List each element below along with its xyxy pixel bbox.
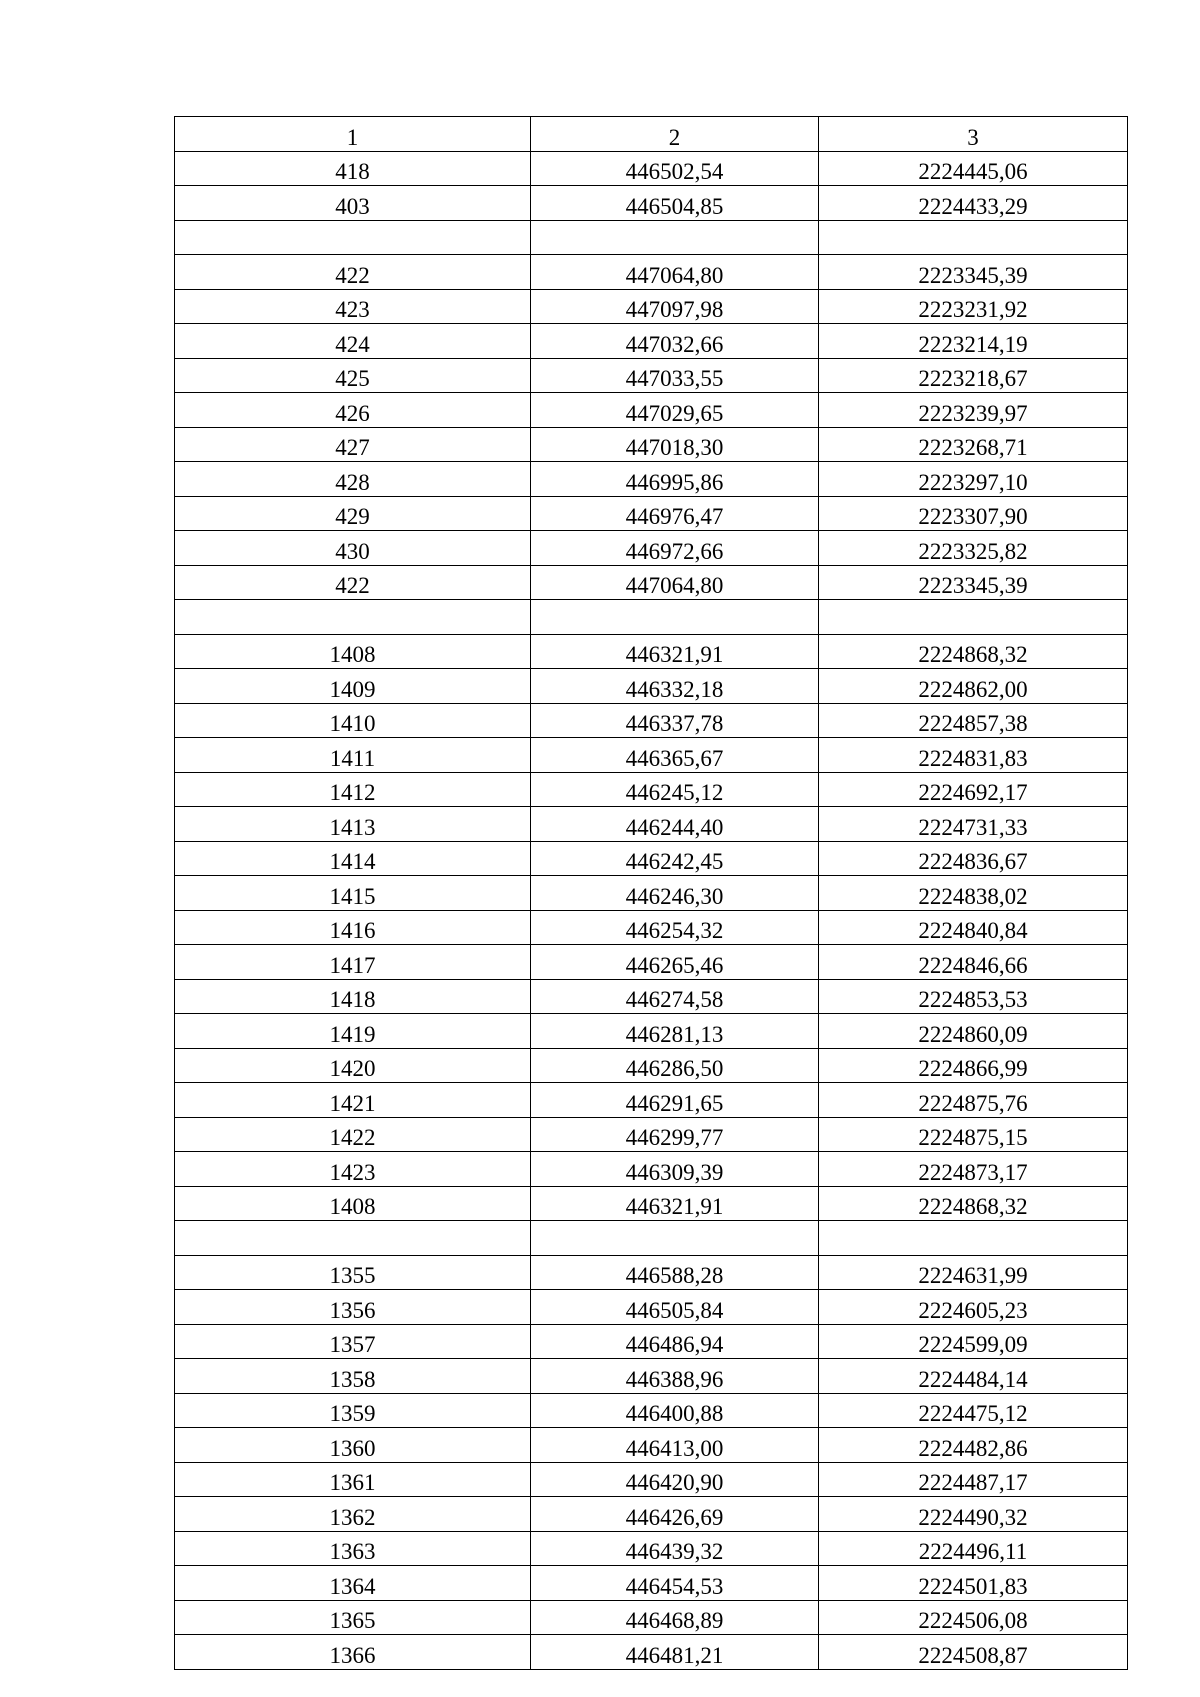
point-number-cell: 422 [175, 255, 531, 290]
y-coordinate-cell: 2223218,67 [819, 358, 1128, 393]
table-row [175, 841, 1128, 876]
table-row [175, 1359, 1128, 1394]
point-number-cell [175, 1221, 531, 1256]
y-coordinate-cell: 2223268,71 [819, 427, 1128, 462]
y-coordinate-cell [819, 600, 1128, 635]
table-row [175, 669, 1128, 704]
x-coordinate-cell: 446265,46 [531, 945, 819, 980]
y-coordinate-cell: 2224868,32 [819, 1186, 1128, 1221]
y-coordinate-cell: 2224508,87 [819, 1635, 1128, 1670]
table-row [175, 531, 1128, 566]
table-row [175, 151, 1128, 186]
point-number-cell: 1417 [175, 945, 531, 980]
point-number-cell: 1413 [175, 807, 531, 842]
point-number-cell: 427 [175, 427, 531, 462]
x-coordinate-cell: 446246,30 [531, 876, 819, 911]
x-coordinate-cell: 447064,80 [531, 565, 819, 600]
table-row [175, 1083, 1128, 1118]
point-number-cell: 1358 [175, 1359, 531, 1394]
table-separator-row [175, 220, 1128, 255]
table-row [175, 565, 1128, 600]
point-number-cell: 1421 [175, 1083, 531, 1118]
x-coordinate-cell: 446426,69 [531, 1497, 819, 1532]
point-number-cell: 1356 [175, 1290, 531, 1325]
x-coordinate-cell: 447032,66 [531, 324, 819, 359]
point-number-cell: 1360 [175, 1428, 531, 1463]
point-number-cell: 423 [175, 289, 531, 324]
table-row [175, 1497, 1128, 1532]
table-row [175, 255, 1128, 290]
coordinates-table [174, 116, 1128, 1670]
table-row [175, 1600, 1128, 1635]
point-number-cell [175, 600, 531, 635]
table-row [175, 1462, 1128, 1497]
x-coordinate-cell: 447064,80 [531, 255, 819, 290]
table-row [175, 393, 1128, 428]
table-row [175, 1324, 1128, 1359]
x-coordinate-cell [531, 1221, 819, 1256]
y-coordinate-cell: 2224692,17 [819, 772, 1128, 807]
table-row [175, 1048, 1128, 1083]
x-coordinate-cell: 446486,94 [531, 1324, 819, 1359]
x-coordinate-cell: 446291,65 [531, 1083, 819, 1118]
point-number-cell: 1415 [175, 876, 531, 911]
table-row [175, 358, 1128, 393]
y-coordinate-cell: 2224475,12 [819, 1393, 1128, 1428]
table-row [175, 1531, 1128, 1566]
y-coordinate-cell: 2224496,11 [819, 1531, 1128, 1566]
point-number-cell: 403 [175, 186, 531, 221]
point-number-cell: 1422 [175, 1117, 531, 1152]
point-number-cell [175, 220, 531, 255]
y-coordinate-cell: 2223345,39 [819, 255, 1128, 290]
table-row [175, 1635, 1128, 1670]
table-row [175, 427, 1128, 462]
point-number-cell: 425 [175, 358, 531, 393]
x-coordinate-cell: 446299,77 [531, 1117, 819, 1152]
coordinates-table-body [175, 117, 1128, 1670]
x-coordinate-cell: 446365,67 [531, 738, 819, 773]
y-coordinate-cell: 2224831,83 [819, 738, 1128, 773]
point-number-cell: 1420 [175, 1048, 531, 1083]
table-row [175, 703, 1128, 738]
point-number-cell: 424 [175, 324, 531, 359]
point-number-cell: 1409 [175, 669, 531, 704]
header-cell-x-coordinate: 2 [531, 117, 819, 152]
y-coordinate-cell: 2224853,53 [819, 979, 1128, 1014]
table-row [175, 1290, 1128, 1325]
y-coordinate-cell: 2224631,99 [819, 1255, 1128, 1290]
x-coordinate-cell: 447029,65 [531, 393, 819, 428]
y-coordinate-cell: 2224487,17 [819, 1462, 1128, 1497]
y-coordinate-cell: 2224875,76 [819, 1083, 1128, 1118]
table-separator-row [175, 1221, 1128, 1256]
table-header-row [175, 117, 1128, 152]
y-coordinate-cell: 2223307,90 [819, 496, 1128, 531]
header-cell-y-coordinate: 3 [819, 117, 1128, 152]
point-number-cell: 1410 [175, 703, 531, 738]
y-coordinate-cell: 2224862,00 [819, 669, 1128, 704]
table-row [175, 186, 1128, 221]
y-coordinate-cell [819, 220, 1128, 255]
y-coordinate-cell: 2224482,86 [819, 1428, 1128, 1463]
point-number-cell: 426 [175, 393, 531, 428]
x-coordinate-cell: 446245,12 [531, 772, 819, 807]
x-coordinate-cell: 446321,91 [531, 634, 819, 669]
point-number-cell: 1366 [175, 1635, 531, 1670]
x-coordinate-cell: 446400,88 [531, 1393, 819, 1428]
point-number-cell: 1411 [175, 738, 531, 773]
y-coordinate-cell: 2224599,09 [819, 1324, 1128, 1359]
table-row [175, 324, 1128, 359]
point-number-cell: 418 [175, 151, 531, 186]
x-coordinate-cell: 446242,45 [531, 841, 819, 876]
x-coordinate-cell: 446388,96 [531, 1359, 819, 1394]
x-coordinate-cell [531, 220, 819, 255]
x-coordinate-cell: 447097,98 [531, 289, 819, 324]
table-separator-row [175, 600, 1128, 635]
x-coordinate-cell: 446281,13 [531, 1014, 819, 1049]
table-row [175, 1014, 1128, 1049]
table-row [175, 462, 1128, 497]
x-coordinate-cell: 446995,86 [531, 462, 819, 497]
y-coordinate-cell: 2224866,99 [819, 1048, 1128, 1083]
x-coordinate-cell: 446420,90 [531, 1462, 819, 1497]
y-coordinate-cell: 2224605,23 [819, 1290, 1128, 1325]
table-row [175, 807, 1128, 842]
table-row [175, 496, 1128, 531]
table-row [175, 738, 1128, 773]
x-coordinate-cell: 446413,00 [531, 1428, 819, 1463]
table-row [175, 1186, 1128, 1221]
x-coordinate-cell: 447018,30 [531, 427, 819, 462]
x-coordinate-cell: 446504,85 [531, 186, 819, 221]
y-coordinate-cell: 2224868,32 [819, 634, 1128, 669]
point-number-cell: 429 [175, 496, 531, 531]
x-coordinate-cell: 447033,55 [531, 358, 819, 393]
point-number-cell: 422 [175, 565, 531, 600]
x-coordinate-cell: 446454,53 [531, 1566, 819, 1601]
point-number-cell: 1357 [175, 1324, 531, 1359]
y-coordinate-cell: 2224857,38 [819, 703, 1128, 738]
y-coordinate-cell: 2224875,15 [819, 1117, 1128, 1152]
y-coordinate-cell: 2223325,82 [819, 531, 1128, 566]
x-coordinate-cell: 446588,28 [531, 1255, 819, 1290]
y-coordinate-cell: 2224838,02 [819, 876, 1128, 911]
table-row [175, 1566, 1128, 1601]
table-row [175, 634, 1128, 669]
x-coordinate-cell: 446972,66 [531, 531, 819, 566]
point-number-cell: 1408 [175, 1186, 531, 1221]
point-number-cell: 1423 [175, 1152, 531, 1187]
table-row [175, 945, 1128, 980]
y-coordinate-cell: 2224445,06 [819, 151, 1128, 186]
point-number-cell: 1412 [175, 772, 531, 807]
y-coordinate-cell: 2224490,32 [819, 1497, 1128, 1532]
y-coordinate-cell: 2224836,67 [819, 841, 1128, 876]
x-coordinate-cell: 446337,78 [531, 703, 819, 738]
x-coordinate-cell: 446481,21 [531, 1635, 819, 1670]
x-coordinate-cell: 446439,32 [531, 1531, 819, 1566]
x-coordinate-cell: 446321,91 [531, 1186, 819, 1221]
point-number-cell: 1408 [175, 634, 531, 669]
x-coordinate-cell: 446274,58 [531, 979, 819, 1014]
x-coordinate-cell: 446309,39 [531, 1152, 819, 1187]
y-coordinate-cell: 2223239,97 [819, 393, 1128, 428]
x-coordinate-cell: 446332,18 [531, 669, 819, 704]
point-number-cell: 1414 [175, 841, 531, 876]
point-number-cell: 1364 [175, 1566, 531, 1601]
y-coordinate-cell: 2224840,84 [819, 910, 1128, 945]
y-coordinate-cell: 2224506,08 [819, 1600, 1128, 1635]
table-row [175, 1152, 1128, 1187]
point-number-cell: 1359 [175, 1393, 531, 1428]
point-number-cell: 428 [175, 462, 531, 497]
point-number-cell: 1365 [175, 1600, 531, 1635]
y-coordinate-cell: 2224501,83 [819, 1566, 1128, 1601]
table-row [175, 289, 1128, 324]
y-coordinate-cell: 2224731,33 [819, 807, 1128, 842]
table-row [175, 979, 1128, 1014]
point-number-cell: 1418 [175, 979, 531, 1014]
x-coordinate-cell: 446254,32 [531, 910, 819, 945]
point-number-cell: 1363 [175, 1531, 531, 1566]
x-coordinate-cell: 446505,84 [531, 1290, 819, 1325]
table-row [175, 1393, 1128, 1428]
y-coordinate-cell: 2224860,09 [819, 1014, 1128, 1049]
table-row [175, 876, 1128, 911]
table-row [175, 1255, 1128, 1290]
table-row [175, 910, 1128, 945]
y-coordinate-cell: 2224484,14 [819, 1359, 1128, 1394]
y-coordinate-cell [819, 1221, 1128, 1256]
x-coordinate-cell: 446244,40 [531, 807, 819, 842]
y-coordinate-cell: 2223231,92 [819, 289, 1128, 324]
table-row [175, 1428, 1128, 1463]
point-number-cell: 1361 [175, 1462, 531, 1497]
y-coordinate-cell: 2224873,17 [819, 1152, 1128, 1187]
point-number-cell: 1416 [175, 910, 531, 945]
x-coordinate-cell: 446502,54 [531, 151, 819, 186]
x-coordinate-cell [531, 600, 819, 635]
y-coordinate-cell: 2224846,66 [819, 945, 1128, 980]
y-coordinate-cell: 2224433,29 [819, 186, 1128, 221]
point-number-cell: 1419 [175, 1014, 531, 1049]
x-coordinate-cell: 446976,47 [531, 496, 819, 531]
point-number-cell: 430 [175, 531, 531, 566]
point-number-cell: 1362 [175, 1497, 531, 1532]
x-coordinate-cell: 446468,89 [531, 1600, 819, 1635]
y-coordinate-cell: 2223345,39 [819, 565, 1128, 600]
y-coordinate-cell: 2223297,10 [819, 462, 1128, 497]
table-row [175, 1117, 1128, 1152]
x-coordinate-cell: 446286,50 [531, 1048, 819, 1083]
point-number-cell: 1355 [175, 1255, 531, 1290]
table-row [175, 772, 1128, 807]
y-coordinate-cell: 2223214,19 [819, 324, 1128, 359]
header-cell-point-number: 1 [175, 117, 531, 152]
